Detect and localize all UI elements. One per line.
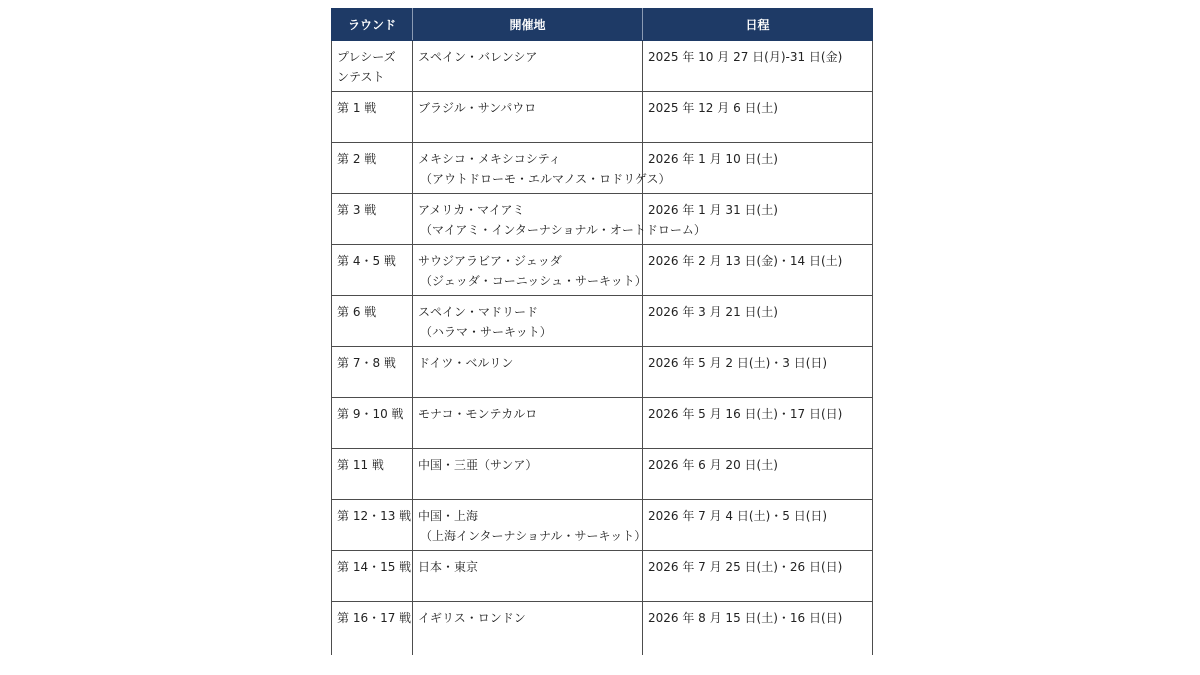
date-cell: 2026 年 3 月 21 日(土): [643, 296, 873, 347]
venue-name: 日本・東京: [418, 560, 479, 574]
venue-name: イギリス・ロンドン: [418, 611, 526, 625]
round-label: プレシーズンテスト: [337, 50, 396, 84]
round-cell: 第 7・8 戦: [332, 347, 413, 398]
venue-cell: [413, 194, 706, 245]
venue-cell: [413, 602, 643, 655]
table-row: [332, 398, 873, 449]
table-row: [332, 347, 873, 398]
date-cell: 2026 年 5 月 16 日(土)・17 日(日): [643, 398, 873, 449]
date-cell: 2026 年 2 月 13 日(金)・14 日(土): [643, 245, 873, 296]
venue-name: 中国・三亜（サンア）: [418, 458, 538, 472]
venue-name: サウジアラビア・ジェッダ: [418, 254, 562, 268]
venue-name: スペイン・バレンシア: [418, 50, 538, 64]
round-cell: 第 11 戦: [332, 449, 413, 500]
venue-cell: [413, 551, 643, 602]
date-cell: 2026 年 1 月 31 日(土): [643, 194, 873, 245]
venue-cell: [413, 398, 643, 449]
date-cell: 2026 年 5 月 2 日(土)・3 日(日): [643, 347, 873, 398]
venue-cell: [413, 245, 647, 296]
table-row: [332, 245, 873, 296]
venue-cell: [413, 92, 643, 143]
venue-name: 中国・上海: [418, 509, 479, 523]
venue-name: ドイツ・ベルリン: [418, 356, 514, 370]
table-row: [332, 500, 873, 551]
table-row: [332, 41, 873, 92]
date-cell: 2026 年 8 月 15 日(土)・16 日(日): [643, 602, 873, 655]
round-cell: 第 4・5 戦: [332, 245, 413, 296]
round-cell: 第 12・13 戦: [332, 500, 413, 551]
round-cell: 第 1 戦: [332, 92, 413, 143]
venue-cell: [413, 41, 643, 92]
venue-cell: [413, 296, 643, 347]
date-cell: 2025 年 10 月 27 日(月)-31 日(金): [643, 41, 873, 92]
venue-cell: [413, 449, 643, 500]
venue-cell: [413, 347, 643, 398]
venue-circuit: （ハラマ・サーキット）: [420, 325, 552, 339]
table-row: [332, 92, 873, 143]
round-cell: 第 9・10 戦: [332, 398, 413, 449]
table-row: [332, 602, 873, 655]
venue-circuit: （マイアミ・インターナショナル・オートドローム）: [420, 223, 706, 237]
table-row: [332, 449, 873, 500]
round-cell: 第 14・15 戦: [332, 551, 413, 602]
header-date: 日程: [643, 9, 873, 41]
date-cell: 2026 年 7 月 25 日(土)・26 日(日): [643, 551, 873, 602]
table-row: [332, 296, 873, 347]
venue-name: モナコ・モンテカルロ: [418, 407, 538, 421]
venue-cell: [413, 143, 671, 194]
date-cell: 2026 年 1 月 10 日(土): [643, 143, 873, 194]
round-cell: 第 6 戦: [332, 296, 413, 347]
venue-circuit: （上海インターナショナル・サーキット）: [420, 529, 647, 543]
race-schedule-table: [331, 8, 873, 655]
date-cell: 2026 年 6 月 20 日(土): [643, 449, 873, 500]
schedule-table-container: [331, 8, 872, 655]
table-row: [332, 551, 873, 602]
date-cell: 2025 年 12 月 6 日(土): [643, 92, 873, 143]
table-row: [332, 194, 873, 245]
venue-name: メキシコ・メキシコシティ: [418, 152, 561, 166]
header-venue: 開催地: [413, 9, 643, 41]
round-cell: [332, 41, 413, 92]
date-cell: 2026 年 7 月 4 日(土)・5 日(日): [643, 500, 873, 551]
round-cell: 第 16・17 戦: [332, 602, 413, 655]
venue-name: アメリカ・マイアミ: [418, 203, 525, 217]
header-round: ラウンド: [332, 9, 413, 41]
venue-circuit: （アウトドローモ・エルマノス・ロドリゲス）: [420, 172, 671, 186]
venue-name: スペイン・マドリード: [418, 305, 539, 319]
table-row: [332, 143, 873, 194]
venue-cell: [413, 500, 647, 551]
round-cell: 第 2 戦: [332, 143, 413, 194]
table-header-row: [332, 9, 873, 41]
venue-name: ブラジル・サンパウロ: [418, 101, 537, 115]
round-cell: 第 3 戦: [332, 194, 413, 245]
venue-circuit: （ジェッダ・コーニッシュ・サーキット）: [420, 274, 647, 288]
